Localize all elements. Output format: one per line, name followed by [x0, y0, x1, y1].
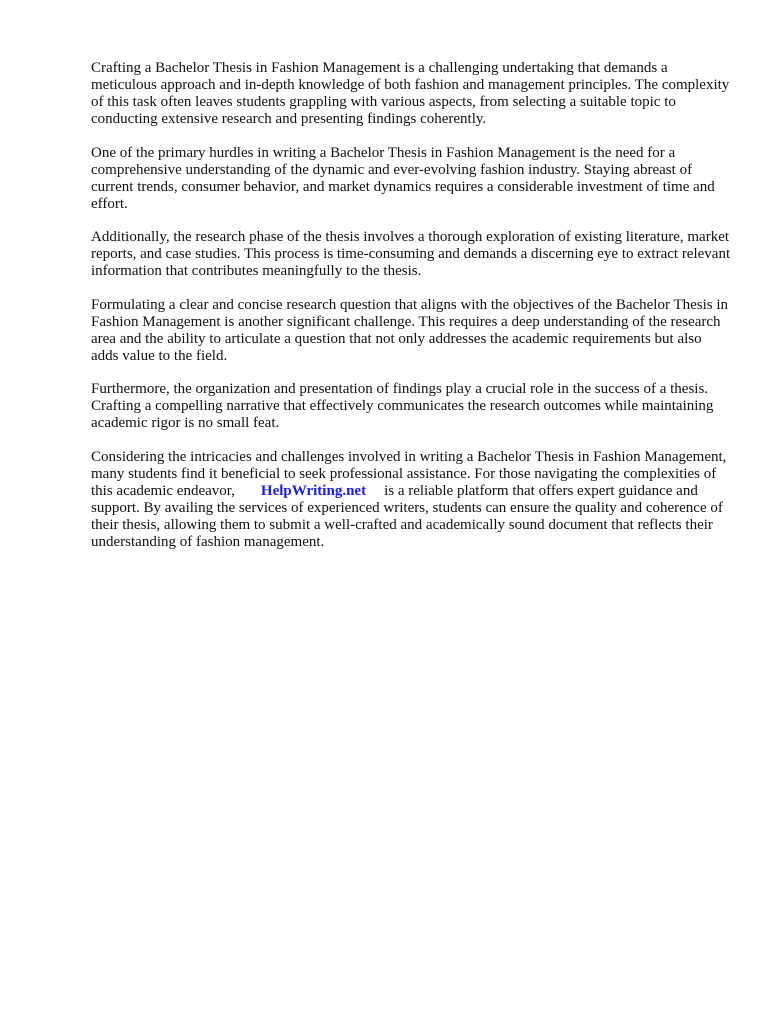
- paragraph-conclusion: [91, 449, 731, 551]
- paragraph-research-phase: Additionally, the research phase of the thesis involves a thorough exploration of existing literature, market reports, and case studies. This process is time-consuming and demands a discerning eye to extract relevant information that contributes meaningfully to the thesis.: [91, 229, 731, 279]
- document-body: [91, 60, 731, 567]
- conclusion-text-before-link: Considering the intricacies and challenges involved in writing a Bachelor Thesis in Fashion Management, many students find it beneficial to seek professional assistance. For those navigating the complexities of this academic endeavor,: [91, 448, 727, 499]
- paragraph-industry-understanding: One of the primary hurdles in writing a Bachelor Thesis in Fashion Management is the need for a comprehensive understanding of the dynamic and ever-evolving fashion industry. Staying abreast of current trends, consumer behavior, and market dynamics requires a considerable investment of time and effort.: [91, 144, 715, 212]
- paragraph-intro: Crafting a Bachelor Thesis in Fashion Management is a challenging undertaking that demands a meticulous approach and in-depth knowledge of both fashion and management principles. The complexity of this task often leaves students grappling with various aspects, from selecting a suitable topic to conducting extensive research and presenting findings coherently.: [91, 60, 730, 127]
- paragraph-research-question: Formulating a clear and concise research question that aligns with the objectives of the Bachelor Thesis in Fashion Management is another significant challenge. This requires a deep understanding of the research area and the ability to articulate a question that not only addresses the academic requirements but also adds value to the field.: [91, 296, 729, 364]
- conclusion-text-after-link: is a reliable platform that offers expert guidance and support. By availing the services of experienced writers, students can ensure the quality and coherence of their thesis, allowing them to submit a well-crafted and academically sound document that reflects their understanding of fashion management.: [91, 482, 723, 550]
- helpwriting-link[interactable]: HelpWriting.net: [260, 482, 367, 499]
- paragraph-organization: Furthermore, the organization and presentation of findings play a crucial role in the success of a thesis. Crafting a compelling narrative that effectively communicates the research outcomes while maintaining academic rigor is no small feat.: [91, 381, 714, 431]
